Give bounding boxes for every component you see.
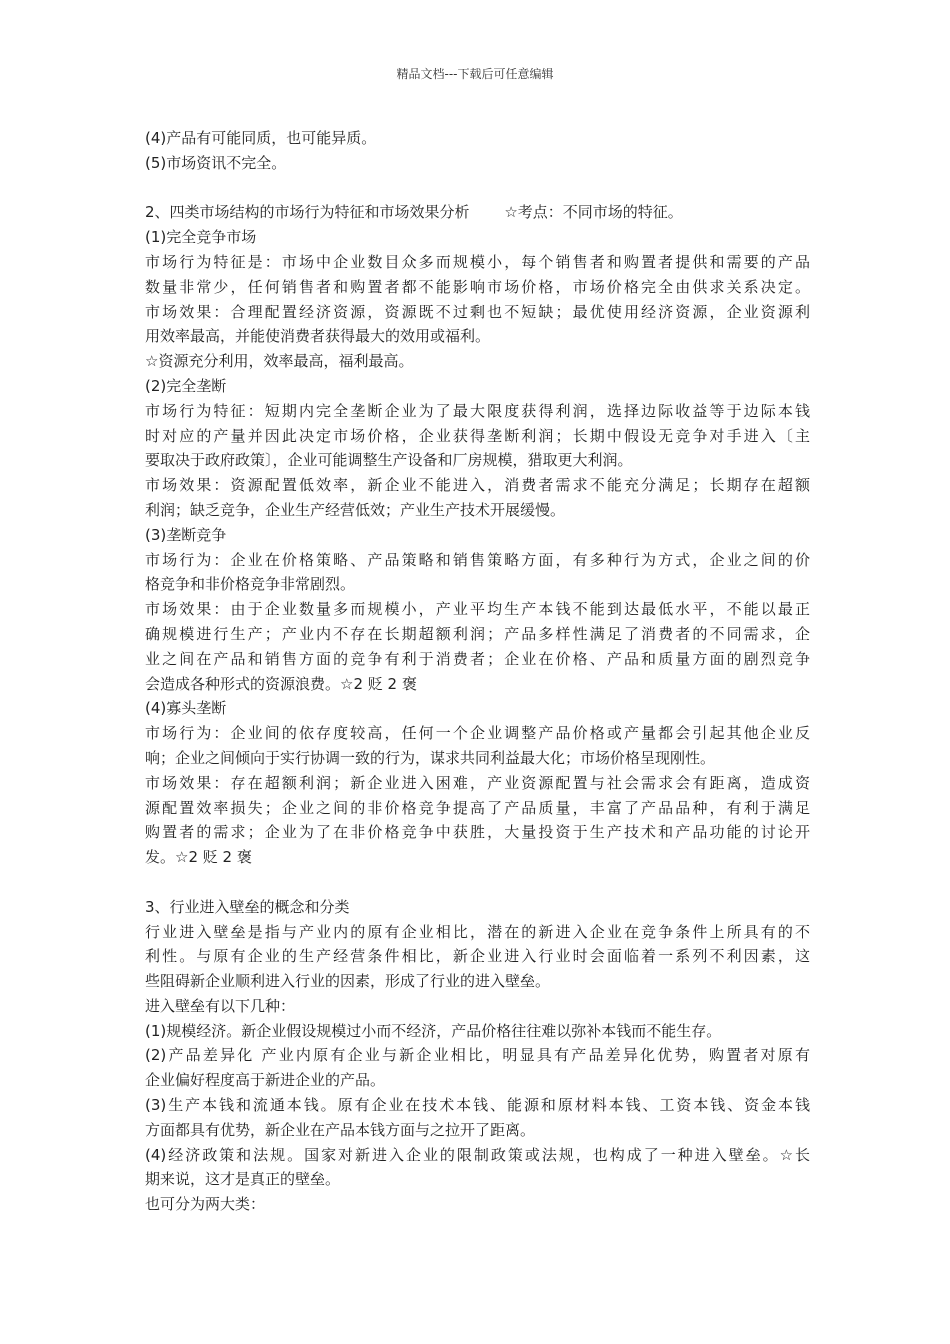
text-line: (1)完全竞争市场 <box>145 228 257 247</box>
text-line: 利润；缺乏竞争，企业生产经营低效；产业生产技术开展缓慢。 <box>145 500 566 519</box>
text-line: 购置者的需求；企业为了在非价格竞争中获胜，大量投资于生产技术和产品功能的讨论开 <box>145 823 810 842</box>
text-line: 2、四类市场结构的市场行为特征和市场效果分析 ☆考点：不同市场的特征。 <box>145 203 683 222</box>
text-line: 市场行为特征是：市场中企业数目众多而规模小，每个销售者和购置者提供和需要的产品 <box>145 252 810 271</box>
text-line: 数量非常少，任何销售者和购置者都不能影响市场价格，市场价格完全由供求关系决定。 <box>145 277 810 296</box>
text-line: (3)生产本钱和流通本钱。原有企业在技术本钱、能源和原材料本钱、工资本钱、资金本钱 <box>145 1096 810 1115</box>
text-line: 企业偏好程度高于新进企业的产品。 <box>145 1071 386 1090</box>
text-line: ☆资源充分利用，效率最高，福利最高。 <box>145 352 414 371</box>
text-line: (2)完全垄断 <box>145 376 227 395</box>
text-line: (5)市场资讯不完全。 <box>145 153 287 172</box>
text-line: 响；企业之间倾向于实行协调一致的行为，谋求共同利益最大化；市场价格呈现刚性。 <box>145 748 716 767</box>
text-line: 市场效果：由于企业数量多而规模小，产业平均生产本钱不能到达最低水平，不能以最正 <box>145 600 810 619</box>
text-line: 行业进入壁垒是指与产业内的原有企业相比，潜在的新进入企业在竞争条件上所具有的不 <box>145 922 810 941</box>
text-line: 时对应的产量并因此决定市场价格，企业获得垄断利润；长期中假设无竞争对手进入〔主 <box>145 426 810 445</box>
text-line: 利性。与原有企业的生产经营条件相比，新企业进入行业时会面临着一系列不利因素，这 <box>145 947 810 966</box>
document-body <box>145 126 810 1217</box>
text-line: (3)垄断竞争 <box>145 525 227 544</box>
text-line: 市场效果：合理配置经济资源，资源既不过剩也不短缺；最优使用经济资源，企业资源利 <box>145 302 810 321</box>
text-line: 些阻碍新企业顺利进入行业的因素，形成了行业的进入壁垒。 <box>145 972 551 991</box>
text-line: (2)产品差异化 产业内原有企业与新企业相比，明显具有产品差异化优势，购置者对原有 <box>145 1046 810 1065</box>
text-line: (4)经济政策和法规。国家对新进入企业的限制政策或法规，也构成了一种进入壁垒。☆长 <box>145 1145 810 1164</box>
text-line: 方面都具有优势，新企业在产品本钱方面与之拉开了距离。 <box>145 1120 536 1139</box>
text-line: (4)产品有可能同质，也可能异质。 <box>145 129 377 147</box>
page-header: 精品文档---下载后可任意编辑 <box>396 67 554 81</box>
text-line: 也可分为两大类： <box>145 1195 266 1214</box>
text-line: (1)规模经济。新企业假设规模过小而不经济，产品价格往往难以弥补本钱而不能生存。 <box>145 1021 722 1040</box>
text-line: 用效率最高，并能使消费者获得最大的效用或福利。 <box>145 327 491 346</box>
text-line: 确规模进行生产；产业内不存在长期超额利润；产品多样性满足了消费者的不同需求，企 <box>145 624 810 643</box>
text-line: 市场行为：企业间的依存度较高，任何一个企业调整产品价格或产量都会引起其他企业反 <box>145 724 810 743</box>
text-line: 格竞争和非价格竞争非常剧烈。 <box>145 575 356 594</box>
text-line: 业之间在产品和销售方面的竞争有利于消费者；企业在价格、产品和质量方面的剧烈竞争 <box>145 649 810 668</box>
text-line: 源配置效率损失；企业之间的非价格竞争提高了产品质量，丰富了产品品种，有利于满足 <box>145 798 810 817</box>
blank-line <box>145 176 810 201</box>
text-line: 市场效果：资源配置低效率，新企业不能进入，消费者需求不能充分满足；长期存在超额 <box>145 476 810 495</box>
text-line: 3、行业进入壁垒的概念和分类 <box>145 897 350 916</box>
text-line: (4)寡头垄断 <box>145 699 227 718</box>
text-line: 要取决于政府政策〕，企业可能调整生产设备和厂房规模，猎取更大利润。 <box>145 451 633 470</box>
blank-line <box>145 870 810 895</box>
text-line: 市场行为：企业在价格策略、产品策略和销售策略方面，有多种行为方式，企业之间的价 <box>145 550 810 569</box>
text-line: 发。☆2 贬 2 褒 <box>145 848 252 867</box>
text-line: 进入壁垒有以下几种： <box>145 996 296 1015</box>
text-line: 会造成各种形式的资源浪费。☆2 贬 2 褒 <box>145 674 417 693</box>
text-line: 期来说，这才是真正的壁垒。 <box>145 1170 341 1189</box>
text-line: 市场效果：存在超额利润；新企业进入困难，产业资源配置与社会需求会有距离，造成资 <box>145 773 810 792</box>
text-line: 市场行为特征：短期内完全垄断企业为了最大限度获得利润，选择边际收益等于边际本钱 <box>145 401 810 420</box>
